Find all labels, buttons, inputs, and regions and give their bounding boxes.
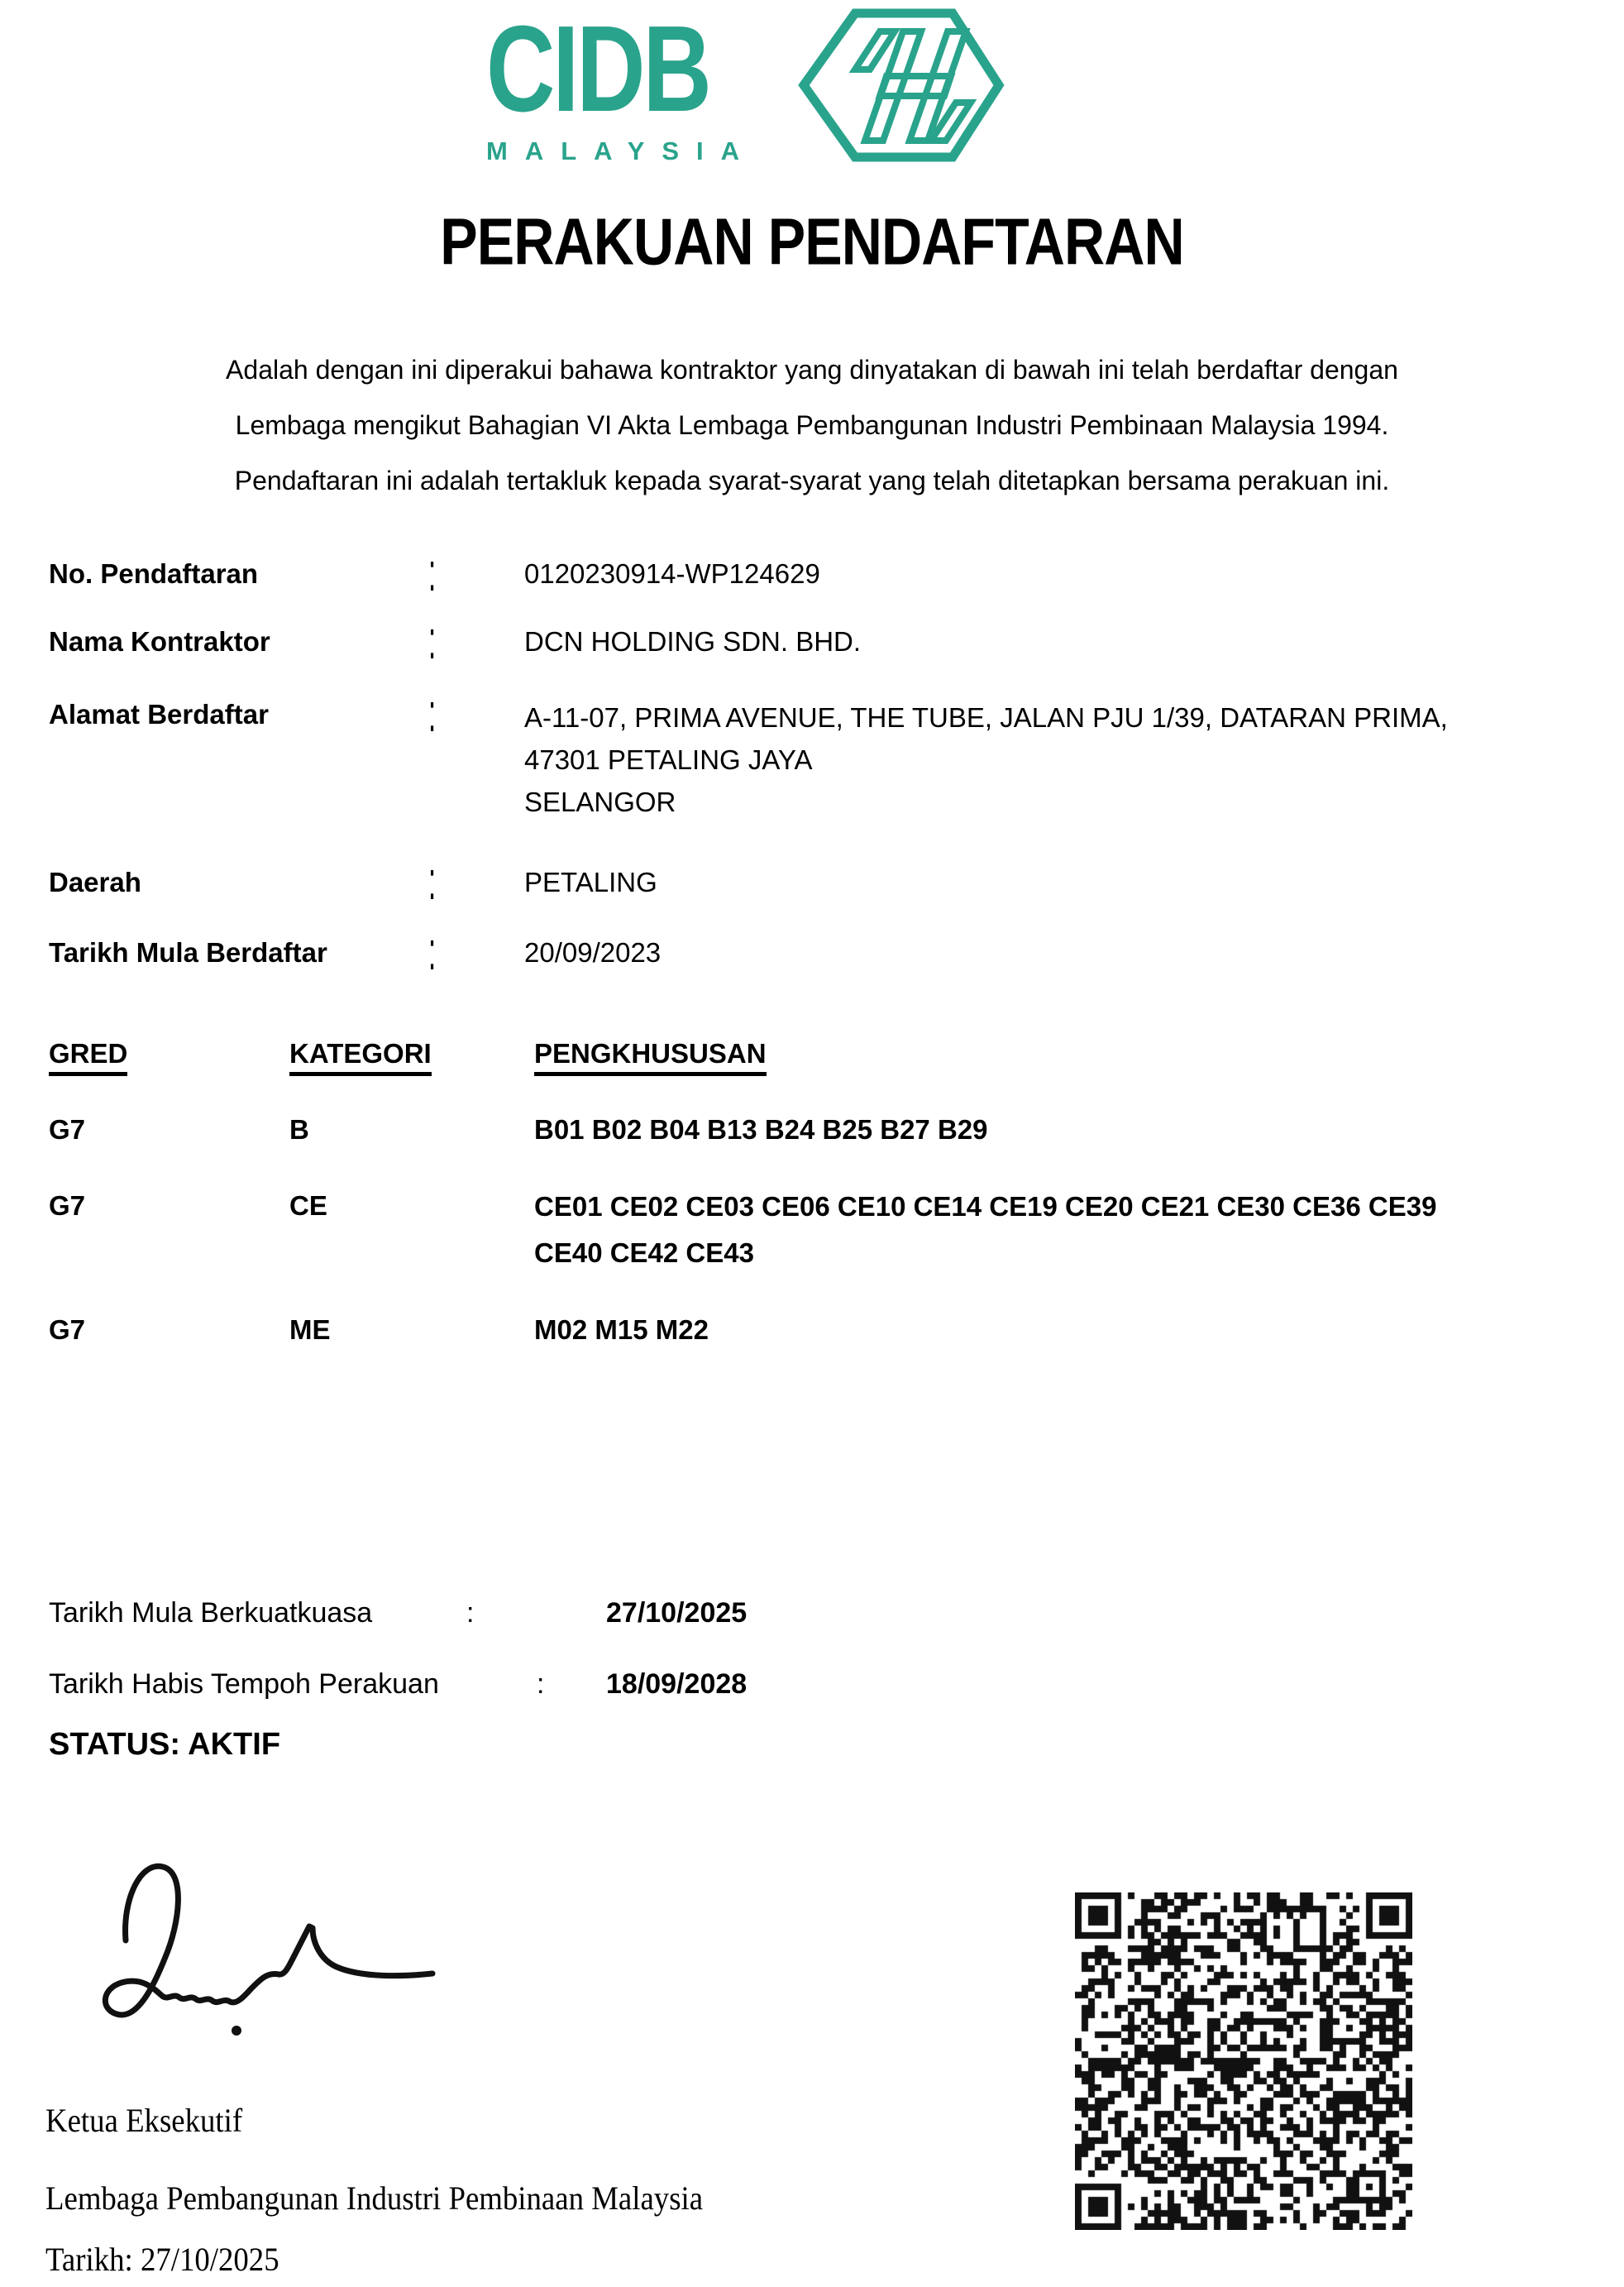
effective-date-label: Tarikh Mula Berkuatkuasa — [49, 1597, 373, 1629]
field-row-contractor-name — [49, 609, 1587, 671]
registration-number-value: 0120230914-WP124629 — [524, 558, 820, 589]
cidb-hexagon-icon — [794, 3, 1007, 167]
column-header-pengkhususan: PENGKHUSUSAN — [534, 1038, 767, 1076]
field-row-registered-address — [49, 682, 1587, 848]
first-registered-date-value: 20/09/2023 — [524, 937, 662, 968]
colon-separator: : — [428, 682, 437, 744]
address-line: 47301 PETALING JAYA — [524, 744, 813, 775]
effective-date-value: 27/10/2025 — [606, 1597, 748, 1629]
cidb-wordmark: CIDB — [486, 1, 709, 137]
address-line: A-11-07, PRIMA AVENUE, THE TUBE, JALAN PJU 1/39, DATARAN PRIMA, — [524, 702, 1448, 733]
field-row-first-registered-date — [49, 920, 1587, 982]
field-label: Nama Kontraktor — [49, 626, 270, 657]
signature — [74, 1851, 471, 2050]
kategori-cell: CE — [289, 1190, 327, 1221]
colon-separator: : — [466, 1597, 475, 1629]
address-line: SELANGOR — [524, 787, 676, 817]
certificate-title: PERAKUAN PENDAFTARAN — [440, 204, 1184, 279]
colon-separator: : — [428, 849, 437, 911]
kategori-cell: B — [289, 1114, 309, 1145]
colon-separator: : — [428, 609, 437, 671]
column-header-gred: GRED — [49, 1038, 127, 1076]
field-label: Daerah — [49, 867, 141, 897]
gred-cell: G7 — [49, 1190, 86, 1221]
column-header-kategori: KATEGORI — [289, 1038, 432, 1076]
status-badge: STATUS: AKTIF — [49, 1727, 281, 1762]
cidb-malaysia-label: MALAYSIA — [486, 136, 757, 165]
issue-date: Tarikh: 27/10/2025 — [45, 2241, 279, 2278]
signature-dot — [232, 2026, 241, 2036]
intro-paragraph — [0, 342, 1624, 509]
pengkhususan-cell-line: CE40 CE42 CE43 — [534, 1237, 754, 1268]
intro-line: Lembaga mengikut Bahagian VI Akta Lembaga Pembangunan Industri Pembinaan Malaysia 1994. — [235, 410, 1389, 440]
intro-line: Pendaftaran ini adalah tertakluk kepada syarat-syarat yang telah ditetapkan bersama perakuan ini. — [234, 466, 1390, 495]
colon-separator: : — [428, 541, 437, 603]
qr-code — [1075, 1892, 1412, 2230]
pengkhususan-cell-line: CE01 CE02 CE03 CE06 CE10 CE14 CE19 CE20 CE21 CE30 CE36 CE39 — [534, 1191, 1437, 1222]
pengkhususan-cell: M02 M15 M22 — [534, 1314, 709, 1345]
intro-line: Adalah dengan ini diperakui bahawa kontraktor yang dinyatakan di bawah ini telah berdaftar dengan — [226, 355, 1398, 385]
gred-cell: G7 — [49, 1114, 86, 1145]
pengkhususan-cell: B01 B02 B04 B13 B24 B25 B27 B29 — [534, 1114, 988, 1145]
field-label: No. Pendaftaran — [49, 558, 259, 589]
expiry-date-value: 18/09/2028 — [606, 1668, 748, 1700]
gred-cell: G7 — [49, 1314, 86, 1345]
effective-date-row — [49, 1597, 1587, 1629]
signatory-title: Ketua Eksekutif — [45, 2102, 243, 2139]
field-row-district — [49, 849, 1587, 911]
contractor-name-value: DCN HOLDING SDN. BHD. — [524, 626, 862, 657]
district-value: PETALING — [524, 867, 657, 897]
field-label: Tarikh Mula Berdaftar — [49, 937, 327, 968]
colon-separator: : — [537, 1668, 545, 1700]
colon-separator: : — [428, 920, 437, 982]
kategori-cell: ME — [289, 1314, 331, 1345]
expiry-date-label: Tarikh Habis Tempoh Perakuan — [49, 1668, 439, 1700]
organization-name: Lembaga Pembangunan Industri Pembinaan Malaysia — [45, 2179, 704, 2217]
field-row-registration-number — [49, 541, 1587, 603]
field-label: Alamat Berdaftar — [49, 699, 269, 730]
cidb-logo — [486, 1, 772, 166]
expiry-date-row — [49, 1668, 1587, 1701]
